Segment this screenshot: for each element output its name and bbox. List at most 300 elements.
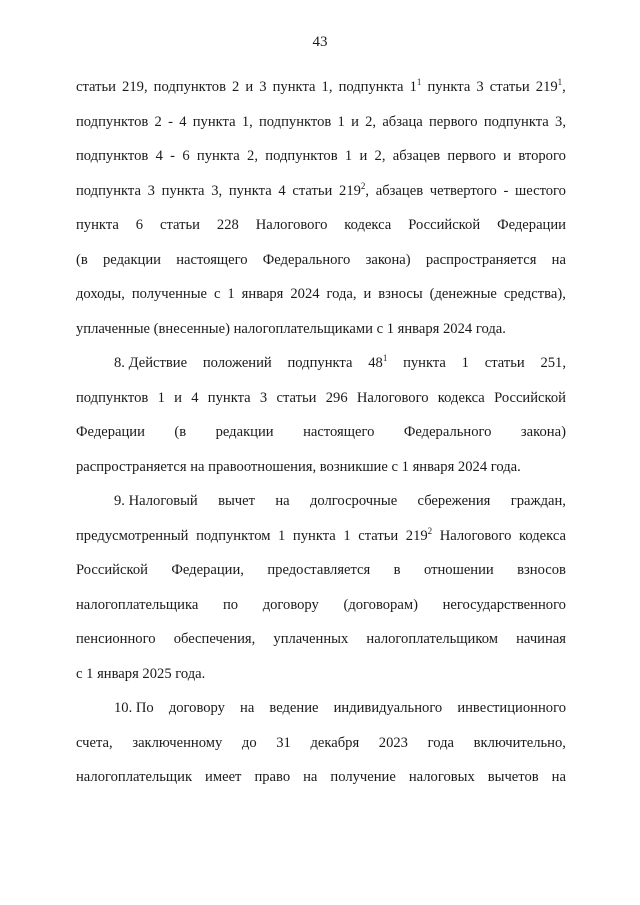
word-text: взносов bbox=[517, 562, 566, 578]
word bbox=[275, 488, 289, 523]
word bbox=[326, 385, 348, 420]
word-text: 4 bbox=[179, 113, 187, 130]
word-text: пункта bbox=[207, 389, 251, 406]
word bbox=[515, 178, 566, 213]
word-text: статьи bbox=[276, 389, 317, 406]
word-text: , bbox=[365, 182, 370, 199]
word bbox=[351, 109, 359, 144]
word-text: 1 bbox=[461, 355, 469, 371]
paragraph-4 bbox=[76, 695, 566, 799]
word-text: уплаченных bbox=[273, 631, 349, 647]
word-text: Налогового bbox=[356, 389, 429, 406]
word-text: с bbox=[213, 286, 221, 302]
word-text: 2 bbox=[154, 113, 162, 130]
word-text: и bbox=[503, 148, 512, 164]
word-text: 3, bbox=[211, 182, 223, 199]
word bbox=[276, 730, 291, 765]
word bbox=[76, 557, 148, 592]
word bbox=[155, 109, 162, 144]
word-text: подпункта bbox=[76, 182, 141, 199]
word-text: (договорам) bbox=[343, 596, 418, 613]
word bbox=[76, 143, 148, 178]
word-text: налогоплательщиком bbox=[366, 631, 498, 647]
word-text: Налогового bbox=[255, 217, 328, 233]
word-text: подпунктов bbox=[265, 148, 338, 164]
word-text: пункта bbox=[161, 182, 205, 199]
word-text: Российской bbox=[494, 389, 566, 406]
word-text: закона) bbox=[365, 251, 411, 268]
word bbox=[263, 592, 319, 627]
word-text: (в bbox=[174, 424, 187, 440]
paragraph-2 bbox=[76, 350, 566, 488]
word-text: января bbox=[241, 286, 284, 302]
word bbox=[208, 385, 251, 420]
word bbox=[76, 74, 116, 109]
word bbox=[511, 488, 566, 523]
word-text: на bbox=[551, 769, 566, 785]
word-text: подпункта bbox=[483, 113, 549, 130]
word bbox=[378, 281, 422, 316]
word-text: 219 bbox=[405, 527, 428, 544]
word bbox=[76, 666, 205, 682]
word bbox=[160, 212, 200, 247]
word-text: второго bbox=[518, 148, 566, 164]
word bbox=[476, 74, 483, 109]
word bbox=[366, 247, 411, 282]
word-text: редакции bbox=[102, 251, 161, 268]
word bbox=[426, 247, 537, 282]
word-text: полученные bbox=[131, 286, 208, 302]
word-text: уплаченные (внесенные) налогоплательщиками с 1 января 2024 года. bbox=[76, 320, 506, 337]
word bbox=[148, 178, 155, 213]
word bbox=[303, 764, 317, 799]
word-text: 2 bbox=[232, 79, 240, 95]
word bbox=[334, 695, 443, 730]
word bbox=[203, 350, 272, 385]
word-text: 31 bbox=[276, 734, 291, 751]
word bbox=[368, 350, 387, 385]
word-text: предоставляется bbox=[267, 562, 371, 578]
word bbox=[293, 523, 336, 558]
word bbox=[260, 385, 267, 420]
word-text: 2, bbox=[365, 113, 377, 130]
word-text: заключенному bbox=[132, 734, 223, 751]
word-text: настоящего bbox=[176, 251, 248, 268]
word-text: абзацев bbox=[392, 148, 441, 164]
word bbox=[158, 385, 165, 420]
word-text: начиная bbox=[516, 631, 566, 647]
word-text: на bbox=[303, 769, 318, 785]
word-text: 4 bbox=[191, 389, 199, 406]
word bbox=[76, 523, 189, 558]
word bbox=[269, 695, 318, 730]
word bbox=[76, 459, 521, 475]
word bbox=[330, 764, 395, 799]
word-text: пункта bbox=[427, 79, 471, 95]
word-text: право bbox=[254, 769, 291, 785]
word-text: подпунктов bbox=[153, 79, 226, 95]
word bbox=[216, 419, 274, 454]
word bbox=[263, 247, 351, 282]
word-text: пункта bbox=[196, 148, 240, 164]
word bbox=[176, 247, 247, 282]
word-text: Российской bbox=[408, 217, 481, 233]
word-text: статьи bbox=[489, 79, 530, 95]
word-text: пункта bbox=[76, 217, 119, 233]
word-text: 1 bbox=[278, 527, 286, 544]
word bbox=[382, 109, 422, 144]
word bbox=[211, 178, 222, 213]
word-text: 10. По bbox=[114, 700, 154, 716]
word bbox=[504, 281, 566, 316]
word bbox=[179, 109, 186, 144]
word-text: 228 bbox=[216, 217, 239, 233]
word bbox=[457, 695, 566, 730]
word-text: пункта bbox=[403, 355, 446, 371]
word-text: на bbox=[275, 493, 290, 509]
word-text: 9. Налоговый bbox=[114, 493, 198, 509]
word bbox=[552, 764, 566, 799]
word bbox=[418, 488, 491, 523]
word-text: Налогового bbox=[439, 527, 512, 544]
word bbox=[443, 592, 566, 627]
word-text: года, bbox=[326, 286, 357, 302]
text-line bbox=[76, 419, 566, 454]
word-text: положений bbox=[202, 355, 272, 371]
word bbox=[366, 626, 498, 661]
word bbox=[310, 488, 397, 523]
paragraph-3 bbox=[76, 488, 566, 695]
word-text: сбережения bbox=[417, 493, 491, 509]
word-text: 48 bbox=[368, 355, 383, 371]
text-line bbox=[76, 350, 566, 385]
word-text: налогоплательщика bbox=[76, 596, 199, 613]
word-text: первого bbox=[447, 148, 496, 164]
text-line bbox=[76, 454, 566, 489]
word-text: 4 bbox=[278, 182, 286, 199]
word-text: долгосрочные bbox=[309, 493, 398, 509]
word bbox=[393, 143, 440, 178]
word-text: - bbox=[503, 182, 509, 199]
word-text: негосударственного bbox=[442, 596, 566, 613]
text-line bbox=[76, 247, 566, 282]
word-text: подпунктов bbox=[76, 113, 149, 130]
word bbox=[170, 143, 175, 178]
word-text: (в bbox=[76, 251, 88, 268]
word-text: и bbox=[174, 389, 182, 406]
word-text: 1 bbox=[409, 79, 417, 95]
word-text: 1, bbox=[241, 113, 253, 130]
word-text: средства), bbox=[503, 286, 566, 302]
word bbox=[193, 109, 236, 144]
word-text: 2023 bbox=[378, 734, 408, 751]
word bbox=[338, 109, 345, 144]
word bbox=[76, 592, 198, 627]
word-text: 1 bbox=[344, 148, 353, 164]
word-text: по bbox=[222, 596, 239, 613]
word bbox=[156, 143, 163, 178]
word-text: статьи bbox=[358, 527, 399, 544]
word-text: статьи bbox=[160, 217, 200, 233]
word bbox=[428, 730, 454, 765]
word bbox=[76, 730, 113, 765]
word-text: инвестиционного bbox=[457, 700, 566, 716]
word bbox=[76, 626, 156, 661]
word-text: на bbox=[240, 700, 255, 716]
word bbox=[379, 730, 408, 765]
word-text: 3, bbox=[555, 113, 566, 130]
word-text: пункта bbox=[192, 113, 236, 130]
word bbox=[403, 350, 446, 385]
word-text: и bbox=[351, 113, 359, 130]
word-text: Федерального bbox=[403, 424, 492, 440]
word bbox=[406, 523, 432, 558]
text-line bbox=[76, 695, 566, 730]
word-text: кодекса bbox=[344, 217, 392, 233]
word bbox=[517, 557, 566, 592]
word bbox=[267, 557, 370, 592]
word bbox=[488, 764, 539, 799]
text-line bbox=[76, 626, 566, 661]
word bbox=[440, 523, 512, 558]
word bbox=[232, 74, 239, 109]
word bbox=[242, 730, 257, 765]
word-text: 1 bbox=[227, 286, 235, 302]
text-line bbox=[76, 385, 566, 420]
word-text: и bbox=[363, 286, 372, 302]
word-text: имеет bbox=[205, 769, 242, 785]
word bbox=[408, 212, 480, 247]
word bbox=[326, 281, 356, 316]
word bbox=[122, 74, 148, 109]
word bbox=[322, 74, 333, 109]
text-line bbox=[76, 592, 566, 627]
word bbox=[290, 281, 319, 316]
word bbox=[521, 419, 566, 454]
word bbox=[76, 419, 145, 454]
word bbox=[490, 74, 530, 109]
word-text: включительно, bbox=[473, 734, 566, 751]
word bbox=[519, 523, 566, 558]
superscript: 2 bbox=[427, 525, 433, 536]
word bbox=[485, 350, 525, 385]
word bbox=[288, 350, 353, 385]
word bbox=[196, 523, 270, 558]
text-line bbox=[76, 74, 566, 109]
superscript: 1 bbox=[382, 353, 388, 363]
word bbox=[345, 143, 352, 178]
word bbox=[223, 592, 238, 627]
word-text: декабря bbox=[310, 734, 360, 751]
word-text: до bbox=[241, 734, 257, 751]
word bbox=[540, 350, 566, 385]
word-text: - bbox=[168, 113, 173, 130]
word-text: четвертого bbox=[429, 182, 497, 199]
word-text: граждан, bbox=[510, 493, 566, 509]
word bbox=[429, 109, 478, 144]
word bbox=[424, 557, 494, 592]
word-text: (денежные bbox=[429, 286, 497, 302]
word-text: пункта bbox=[292, 527, 336, 544]
word bbox=[358, 523, 398, 558]
word bbox=[430, 178, 497, 213]
superscript: 1 bbox=[557, 77, 563, 87]
word-text: пункта bbox=[228, 182, 272, 199]
word-text: подпунктом bbox=[196, 527, 271, 544]
word-text: 8. Действие bbox=[114, 355, 188, 371]
word bbox=[132, 730, 222, 765]
word bbox=[518, 143, 566, 178]
word bbox=[76, 321, 506, 337]
word bbox=[114, 695, 154, 730]
superscript: 1 bbox=[416, 77, 422, 87]
word bbox=[404, 419, 492, 454]
word bbox=[430, 281, 497, 316]
word bbox=[376, 178, 423, 213]
word-text: 1, bbox=[321, 79, 333, 95]
word-text: вычетов bbox=[487, 769, 539, 785]
text-line bbox=[76, 557, 566, 592]
word-text: 219, bbox=[122, 79, 148, 95]
word bbox=[555, 109, 566, 144]
word bbox=[218, 488, 255, 523]
paragraph-1 bbox=[76, 74, 566, 350]
word-text: 219 bbox=[535, 79, 558, 95]
word bbox=[154, 74, 226, 109]
word bbox=[278, 178, 285, 213]
word-text: подпунктов bbox=[259, 113, 332, 130]
word bbox=[552, 247, 566, 282]
word bbox=[503, 143, 511, 178]
word bbox=[516, 626, 566, 661]
word-text: взносы bbox=[378, 286, 423, 302]
word-text: на bbox=[551, 251, 566, 268]
word-text: с 1 января 2025 года. bbox=[76, 665, 206, 682]
word bbox=[497, 212, 566, 247]
word-text: статьи bbox=[484, 355, 525, 371]
word-text: ведение bbox=[269, 700, 319, 716]
word bbox=[197, 143, 240, 178]
word bbox=[76, 212, 119, 247]
word-text: в bbox=[393, 562, 401, 578]
word bbox=[265, 143, 337, 178]
word-text: кодекса bbox=[437, 389, 485, 406]
word-text: подпунктов bbox=[76, 148, 149, 164]
word-text: получение bbox=[330, 769, 396, 785]
word-text: 2024 bbox=[290, 286, 320, 302]
word bbox=[344, 212, 391, 247]
word bbox=[310, 730, 359, 765]
word-text: 1 bbox=[337, 113, 345, 130]
word bbox=[168, 109, 173, 144]
word bbox=[217, 212, 239, 247]
word bbox=[76, 764, 192, 799]
word-text: налогоплательщик bbox=[76, 769, 193, 785]
word-text: 4 bbox=[155, 148, 163, 164]
word bbox=[174, 419, 186, 454]
word bbox=[76, 385, 148, 420]
word bbox=[132, 281, 207, 316]
word bbox=[343, 523, 350, 558]
text-line bbox=[76, 488, 566, 523]
word bbox=[227, 281, 234, 316]
word bbox=[536, 74, 566, 109]
word bbox=[174, 626, 256, 661]
word bbox=[259, 74, 266, 109]
text-line bbox=[76, 109, 566, 144]
word bbox=[169, 695, 225, 730]
word-text: настоящего bbox=[303, 424, 375, 440]
word-text: статьи bbox=[292, 182, 333, 199]
text-line bbox=[76, 730, 566, 765]
word-text: пункта bbox=[272, 79, 316, 95]
word bbox=[410, 74, 422, 109]
word bbox=[427, 74, 470, 109]
word bbox=[205, 764, 241, 799]
word bbox=[256, 212, 328, 247]
word-text: отношении bbox=[424, 562, 494, 578]
superscript: 2 bbox=[360, 180, 366, 191]
word bbox=[76, 247, 88, 282]
word bbox=[339, 74, 404, 109]
text-line bbox=[76, 212, 566, 247]
text-line bbox=[76, 178, 566, 213]
word-text: 3 bbox=[476, 79, 484, 95]
word bbox=[242, 281, 284, 316]
document-body bbox=[76, 74, 566, 799]
word bbox=[303, 419, 374, 454]
word-text: первого bbox=[428, 113, 478, 130]
word bbox=[438, 385, 485, 420]
word bbox=[247, 143, 258, 178]
word bbox=[273, 626, 348, 661]
word bbox=[254, 764, 290, 799]
word bbox=[273, 74, 316, 109]
word-text: 2, bbox=[374, 148, 386, 164]
word-text: редакции bbox=[215, 424, 274, 440]
word-text: Федерального bbox=[262, 251, 351, 268]
word-text: 1 bbox=[343, 527, 351, 544]
word-text: 6 bbox=[182, 148, 190, 164]
word-text: 3 bbox=[147, 182, 155, 199]
page-number: 43 bbox=[312, 34, 328, 50]
word bbox=[484, 109, 549, 144]
word-text: договору bbox=[262, 596, 319, 613]
word bbox=[136, 212, 143, 247]
word-text: подпункта bbox=[287, 355, 353, 371]
word bbox=[357, 385, 429, 420]
word-text: счета, bbox=[76, 734, 113, 751]
word bbox=[76, 178, 141, 213]
word-text: - bbox=[170, 148, 176, 164]
word bbox=[76, 281, 125, 316]
word-text: года bbox=[427, 734, 454, 751]
word-text: 296 bbox=[325, 389, 348, 406]
text-line bbox=[76, 661, 566, 696]
word-text: Российской bbox=[76, 562, 148, 578]
word bbox=[76, 109, 148, 144]
word bbox=[292, 178, 332, 213]
text-line bbox=[76, 316, 566, 351]
word bbox=[409, 764, 475, 799]
word bbox=[278, 523, 285, 558]
word-text: и bbox=[359, 148, 368, 164]
word-text: подпункта bbox=[338, 79, 404, 95]
word bbox=[114, 350, 187, 385]
word bbox=[103, 247, 161, 282]
word-text: предусмотренный bbox=[76, 527, 189, 544]
word-text: абзаца bbox=[382, 113, 423, 130]
